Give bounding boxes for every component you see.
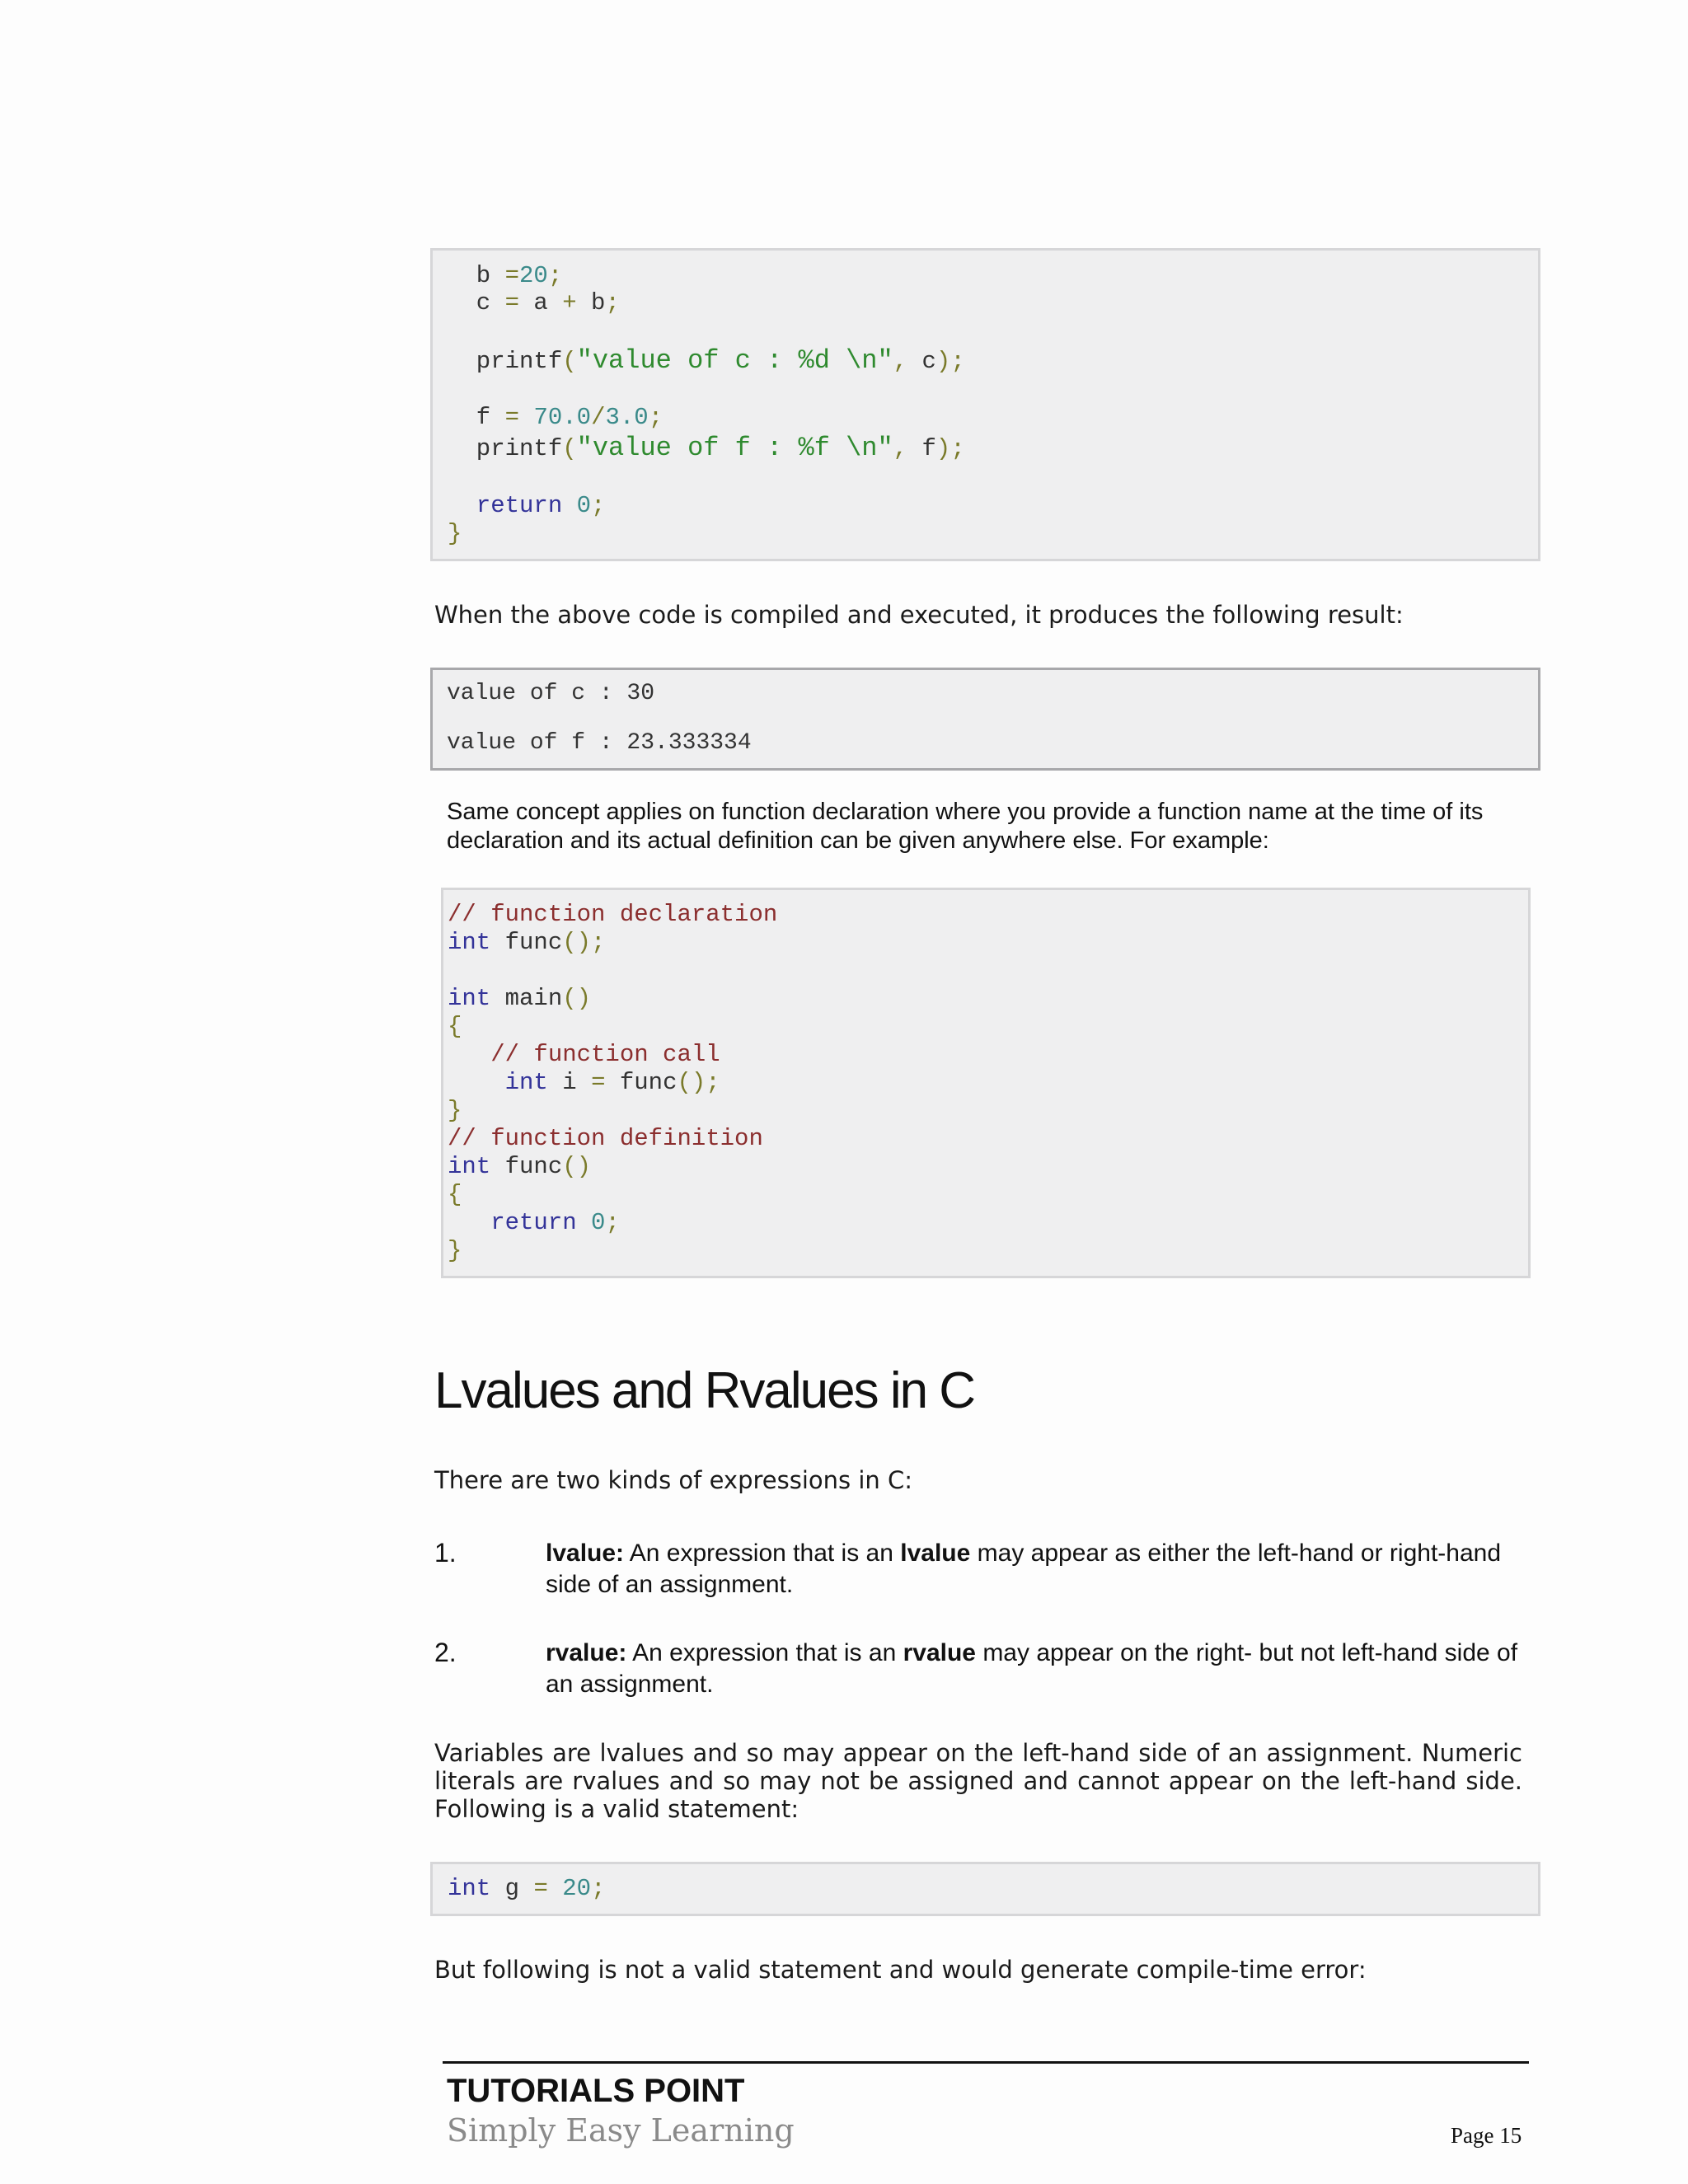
output-line-2: value of f : 23.333334 [447,730,752,756]
code-line: b =20; [448,262,563,289]
code-line: // function declaration [448,901,778,928]
list-term-2: rvalue: [546,1639,627,1666]
code-line: int func() [448,1153,592,1180]
list-item-1: lvalue: An expression that is an lvalue may appear as either the left-hand or right-hand side of an assignment. [546,1540,1502,1598]
code-line: // function call [448,1041,720,1068]
code-line: int g = 20; [448,1875,606,1902]
code-line: return 0; [490,1209,620,1236]
list-item-2: rvalue: An expression that is an rvalue may appear on the right- but not left-hand side of an assignment. [546,1639,1518,1698]
code-line: printf("value of c : %d \n", c); [448,345,965,376]
result-intro: When the above code is compiled and executed, it produces the following result: [434,601,1404,629]
code-line: { [448,1181,462,1208]
list-term-1: lvalue: [546,1540,625,1567]
variables-paragraph: Variables are lvalues and so may appear on the left-hand side of an assignment. Numeric literals are rvalues and so may not be assigned and cannot appear on the left-hand side. Following is a valid statement: [434,1739,1522,1823]
section-heading: Lvalues and Rvalues in C [434,1362,975,1419]
code-line: f = 70.0/3.0; [448,404,663,431]
output-line-1: value of c : 30 [447,681,655,706]
code-line: return 0; [476,492,606,519]
code-line: } [448,1237,462,1264]
footer-rule [443,2061,1529,2064]
list-number-1: 1. [434,1538,457,1568]
footer-brand: TUTORIALS POINT [447,2073,745,2109]
code-line: { [448,1013,462,1040]
invalid-intro: But following is not a valid statement and would generate compile-time error: [434,1956,1367,1984]
footer-tagline: Simply Easy Learning [447,2112,795,2149]
page-number: Page 15 [1451,2123,1522,2148]
code-line: int main() [448,985,592,1012]
code-line: } [448,1097,462,1124]
list-number-2: 2. [434,1638,457,1667]
code-line: int func(); [448,929,606,956]
code-line: // function definition [448,1125,763,1152]
kinds-intro: There are two kinds of expressions in C: [434,1466,913,1494]
code-line: } [448,520,462,547]
code-line: int i = func(); [504,1069,720,1096]
code-line: c = a + b; [448,289,620,316]
code-line: printf("value of f : %f \n", f); [448,433,965,463]
function-paragraph: Same concept applies on function declaration where you provide a function name at the time of its declaration and its actual definition can be given anywhere else. For example: [447,799,1484,854]
